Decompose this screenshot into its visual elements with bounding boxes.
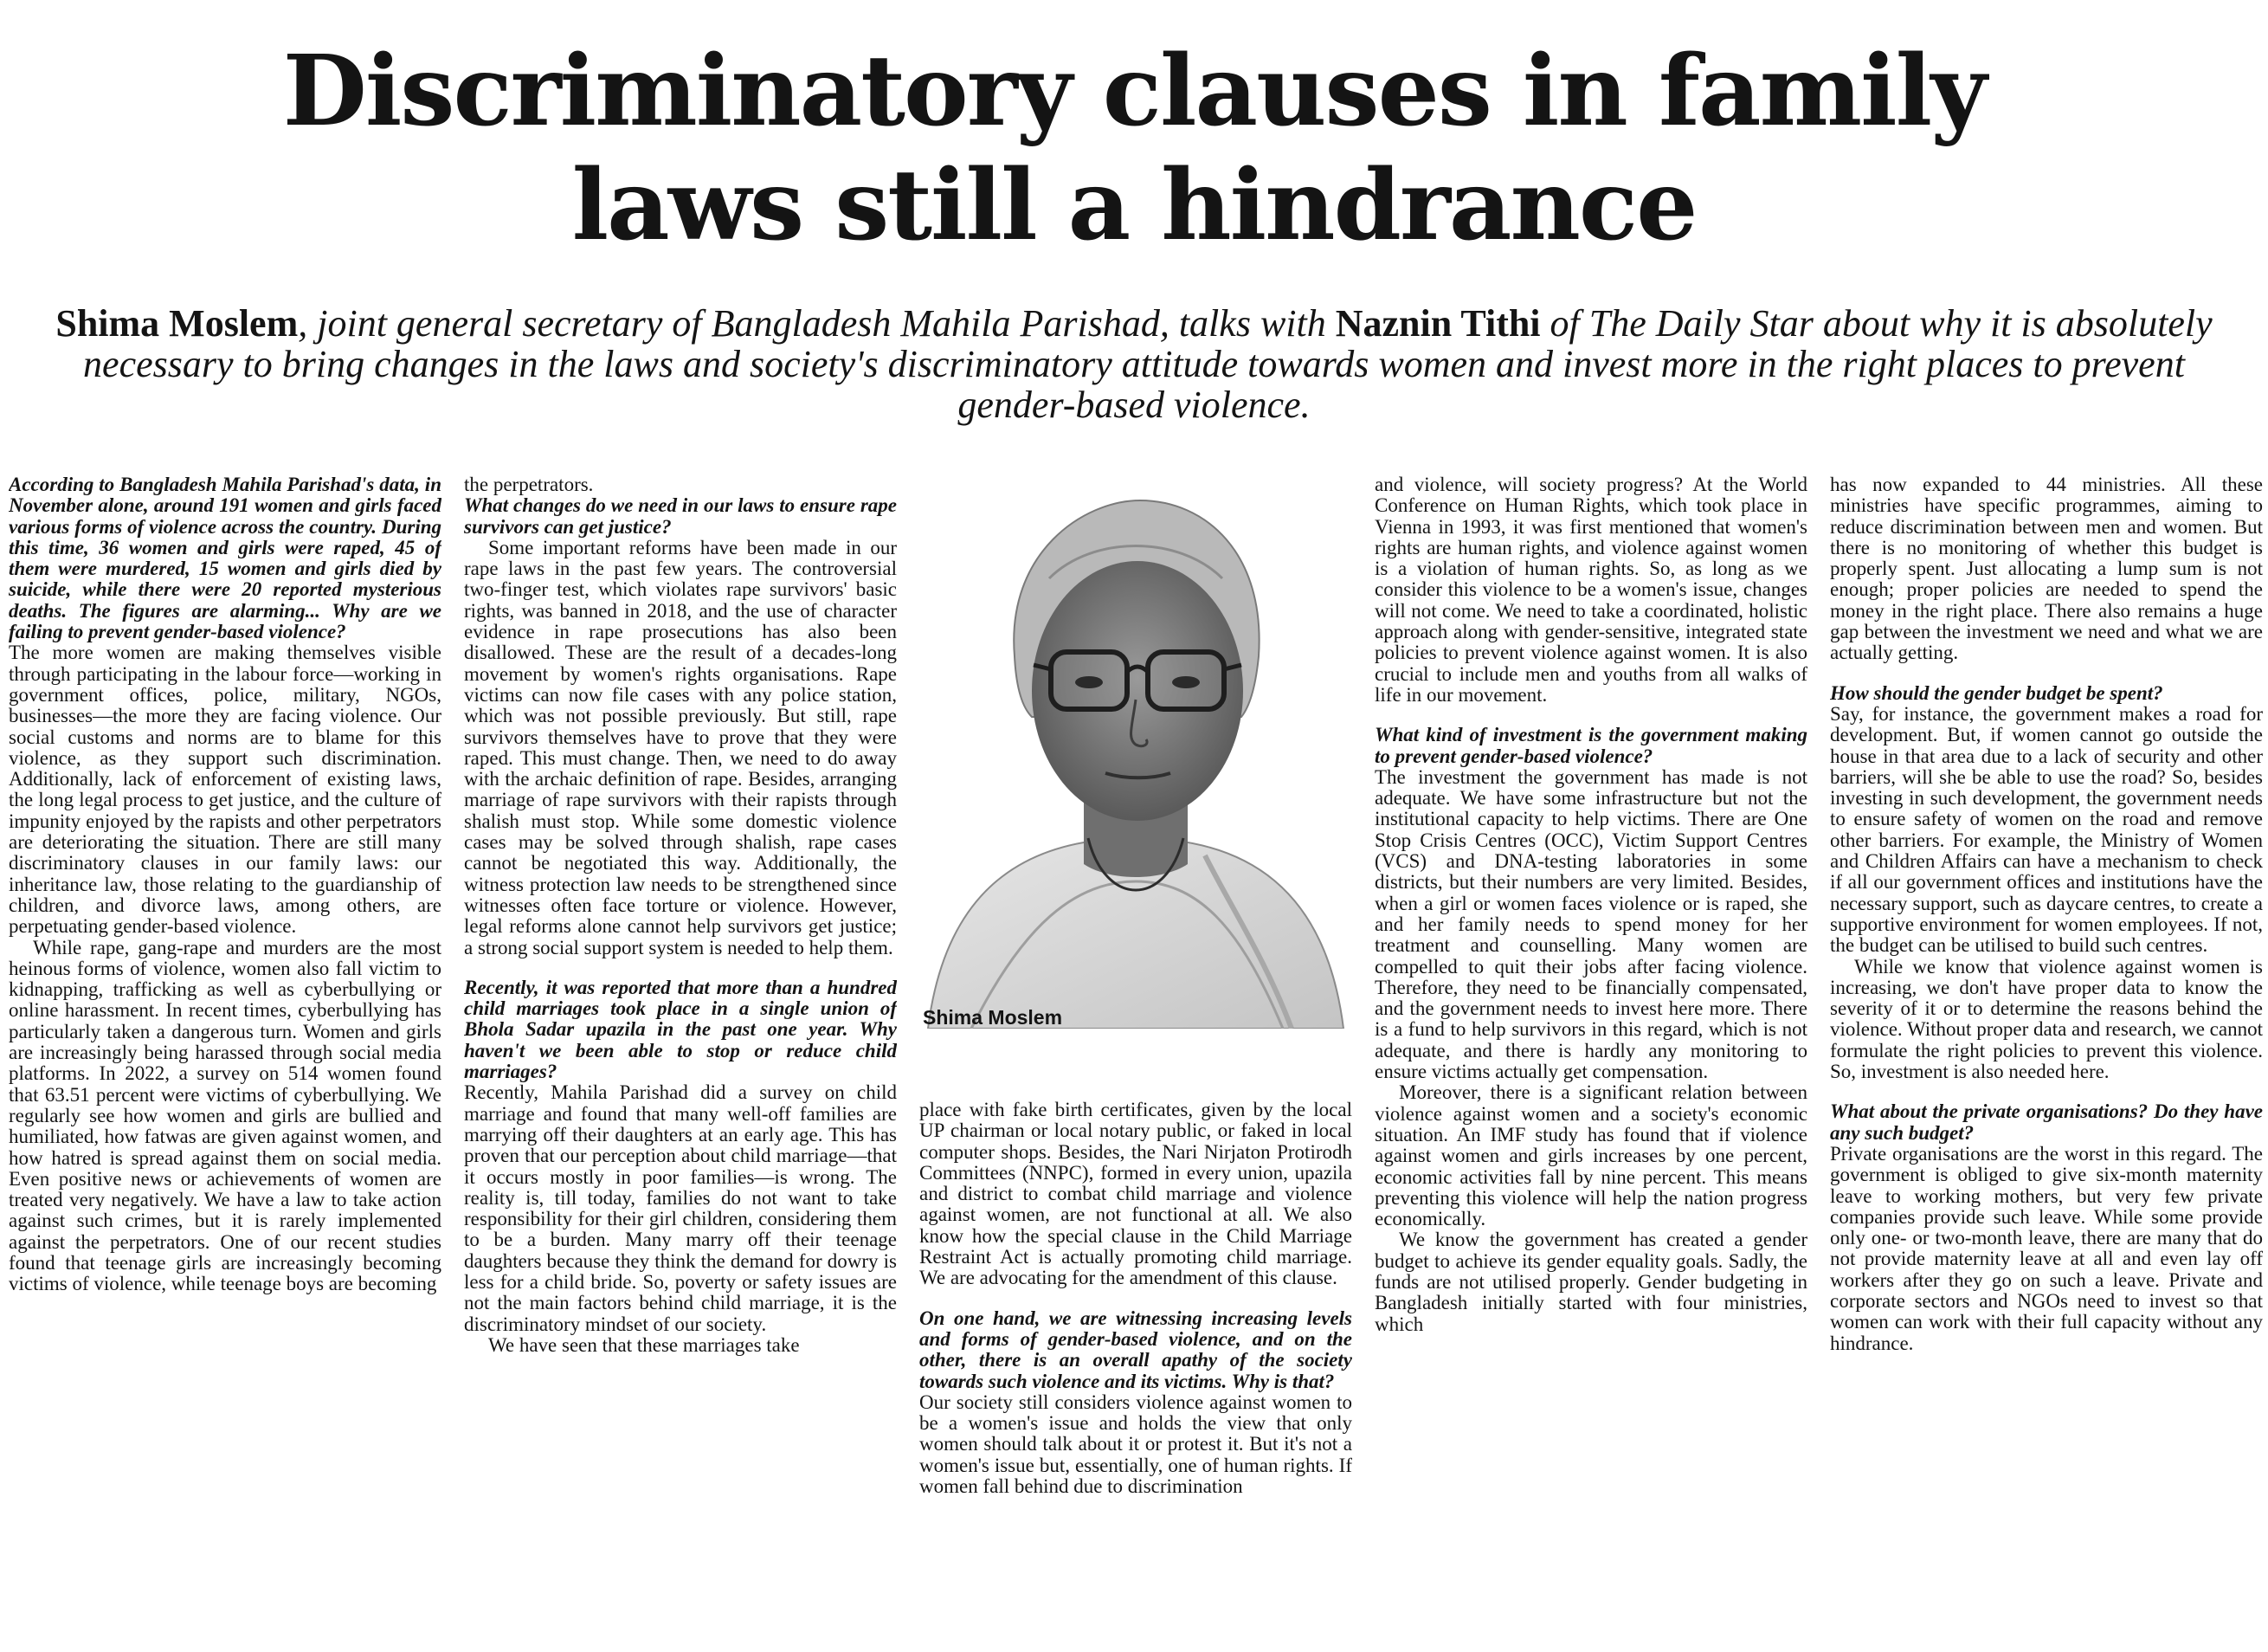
answer-paragraph: has now expanded to 44 ministries. All these ministries have specific programmes, aiming to reduce discrimination between men and women. But there is no monitoring of whether this budget is properly spent. Just allocating a lump sum is not enough; proper policies are needed to spend the money in the right place. There also remains a huge gap between the investment we need and what we are actually getting. (1830, 474, 2263, 664)
article-column-4 (1375, 474, 1807, 1647)
answer-paragraph: the perpetrators. (464, 474, 594, 495)
answer-paragraph: and violence, will society progress? At the World Conference on Human Rights, which took place in Vienna in 1993, it was first mentioned that women's rights are human rights, and violence against women is a violation of human rights. So, as long as we consider this violence to be a women's issue, changes will not come. We need to take a coordinated, holistic approach along with gender-sensitive, integrated state policies to prevent violence against women. It is also crucial to include men and youths from all walks of life in our movement. (1375, 474, 1807, 706)
answer-paragraph: We know the government has created a gender budget to achieve its gender equality goals. Sadly, the funds are not utilised properly. Gender budgeting in Bangladesh initially started with four ministries, which (1375, 1229, 1807, 1335)
question-7: What about the private organisations? Do they have any such budget? (1830, 1100, 2263, 1144)
article-column-2 (464, 474, 897, 1647)
question-1: According to Bangladesh Mahila Parishad's data, in November alone, around 191 women and girls faced various forms of violence across the country. During this time, 36 women and girls were raped, 45 of them were murdered, 15 women and girls died by suicide, while there were 20 reported mysterious deaths. The figures are alarming... Why are we failing to prevent gender-based violence? (9, 474, 441, 643)
answer-paragraph: The more women are making themselves visible through participating in the labour force—working in government offices, police, military, NGOs, businesses—the more they are facing violence. Our social customs and norms are to blame for this violence, as they support such discrimination. Additionally, lack of enforcement of existing laws, the long legal process to get justice, and the culture of impunity enjoyed by the rapists and other perpetrators are deteriorating the situation. There are still many discriminatory clauses in our family laws: our inheritance law, those relating to the guardianship of children, and divorce laws, among others, are perpetuating gender-based violence. (9, 642, 441, 938)
standfirst (52, 303, 2216, 425)
portrait-photo (919, 474, 1352, 1029)
question-2: What changes do we need in our laws to ensure rape survivors can get justice? (464, 494, 897, 538)
answer-paragraph: The investment the government has made is not adequate. We have some infrastructure but not the institutional capacity to help victims. There are One Stop Crisis Centres (OCC), Victim Support Centres (VCS) and DNA-testing laboratories in some districts, but their numbers are very limited. Besides, when a girl or women faces violence or is raped, she and her family needs to spend money for her treatment and counselling. Many women are compelled to quit their jobs after facing violence. Therefore, they need to be financially compensated, and the government needs to invest here more. There is a fund to help survivors in this regard, which is not adequate, and there is hardly any monitoring to ensure victims actually get compensation. (1375, 765, 1807, 1083)
headline-line-1: Discriminatory clauses in family (282, 35, 1986, 148)
article-column-1 (9, 474, 441, 1647)
answer-paragraph: Our society still considers violence against women to be a women's issue and holds the view that only women should talk about it or protest it. But it's not a women's issue but, essentially, one of human rights. If women fall behind due to discrimination (919, 1391, 1352, 1498)
answer-paragraph: While we know that violence against women is increasing, we don't have proper data to know the severity of it or to determine the reasons behind the violence. Without proper data and research, we cannot formulate the right policies to prevent this violence. So, investment is also needed here. (1830, 955, 2263, 1083)
article-column-5 (1830, 474, 2263, 1647)
question-3: Recently, it was reported that more than a hundred child marriages took place in a single union of Bhola Sadar upazila in the past one year. Why haven't we been able to stop or reduce child marriages? (464, 976, 897, 1083)
question-4: On one hand, we are witnessing increasing levels and forms of gender-based violence, and on the other, there is an overall apathy of the society towards such violence and its victims. Why is that? (919, 1307, 1352, 1392)
answer-paragraph: We have seen that these marriages take (488, 1333, 800, 1356)
headline (0, 35, 2268, 263)
answer-paragraph: Recently, Mahila Parishad did a survey on child marriage and found that many well-off families are marrying off their daughters at an early age. This has proven that our perception about child marriage—that it occurs mostly in poor families—is wrong. The reality is, till today, families do not want to take responsibility for their girl children, considering them to be a burden. Many marry off their teenage daughters because they think the demand for dowry is less for a child bride. So, poverty or safety issues are not the main factors behind child marriage, it is the discriminatory mindset of our society. (464, 1081, 897, 1335)
standfirst-part-2: of The Daily Star about why it is absolutely necessary to bring changes in the laws and society's discriminatory attitude towards women and invest more in the right places to prevent gender-based violence. (83, 302, 2213, 426)
answer-paragraph: Some important reforms have been made in our rape laws in the past few years. The controversial two-finger test, which violates rape survivors' basic rights, was banned in 2018, and the use of character evidence in rape prosecutions has also been disallowed. These are the result of a decades-long movement by women's rights organisations. Rape victims can now file cases with any police station, which was not possible previously. But still, rape survivors themselves have to prove that they were raped. This must change. Then, we need to do away with the archaic definition of rape. Besides, arranging marriage of rape survivors with their rapists through shalish must stop. While some domestic violence cases may be solved through shalish, rape cases cannot be negotiated this way. Additionally, the witness protection law needs to be strengthened since witnesses often face torture or violence. However, legal reforms alone cannot help survivors get justice; a strong social support system is needed to help them. (464, 536, 897, 958)
answer-paragraph: place with fake birth certificates, given by the local UP chairman or local notary public, or faked in local computer shops. Besides, the Nari Nirjaton Protirodh Committees (NNPC), formed in every union, upazila and district to combat child marriage and violence against women, are not functional at all. We also know how the special clause in the Child Marriage Restraint Act is actually promoting child marriage. We are advocating for the amendment of this clause. (919, 1100, 1352, 1289)
headline-line-2: laws still a hindrance (571, 149, 1697, 262)
article-column-3 (919, 1100, 1352, 1647)
interviewer-name: Naznin Tithi (1335, 302, 1541, 345)
answer-paragraph: Moreover, there is a significant relation between violence against women and a society's economic situation. An IMF study has found that if violence against women and girls increases by one percent, economic activities fall by nine percent. This means preventing this violence will help the nation progress economically. (1375, 1081, 1807, 1230)
standfirst-part-1: , joint general secretary of Bangladesh Mahila Parishad, talks with (298, 302, 1336, 345)
question-5: What kind of investment is the government making to prevent gender-based violence? (1375, 724, 1807, 767)
answer-paragraph: While rape, gang-rape and murders are the most heinous forms of violence, women also fall victim to kidnapping, trafficking as well as cyberbullying or online harassment. In recent times, cyberbullying has particularly taken a dangerous turn. Women and girls are increasingly being harassed through social media platforms. In 2022, a survey on 514 women found that 63.51 percent were victims of cyberbullying. We regularly see how women and girls are bullied and humiliated, how fatwas are given against women, and how hatred is spread against them on social media. Even positive news or achievements of women are treated very negatively. We have a law to take action against such crimes, but it is rarely implemented against the perpetrators. One of our recent studies found that teenage girls are increasingly becoming victims of violence, while teenage boys are becoming (9, 936, 441, 1295)
interviewee-name: Shima Moslem (55, 302, 299, 345)
answer-paragraph: Private organisations are the worst in this regard. The government is obliged to give six-month maternity leave to working mothers, but very few private companies provide such leave. While some provide only one- or two-month leave, there are many that do not provide maternity leave at all and even lay off workers after they go on such a leave. Private and corporate sectors and NGOs need to invest so that women can work with their full capacity without any hindrance. (1830, 1142, 2263, 1354)
answer-paragraph: Say, for instance, the government makes a road for development. But, if women cannot go outside the house in that area due to a lack of security and other barriers, will she be able to use the road? So, besides investing in such development, the government needs to ensure safety of women on the road and remove other barriers. For example, the Ministry of Women and Children Affairs can have a mechanism to check if all our government offices and institutions have the necessary support, such as daycare centres, to create a supportive environment for women employees. If not, the budget can be utilised to build such centres. (1830, 702, 2263, 957)
photo-caption: Shima Moslem (923, 1006, 1063, 1029)
question-6: How should the gender budget be spent? (1830, 681, 2163, 704)
